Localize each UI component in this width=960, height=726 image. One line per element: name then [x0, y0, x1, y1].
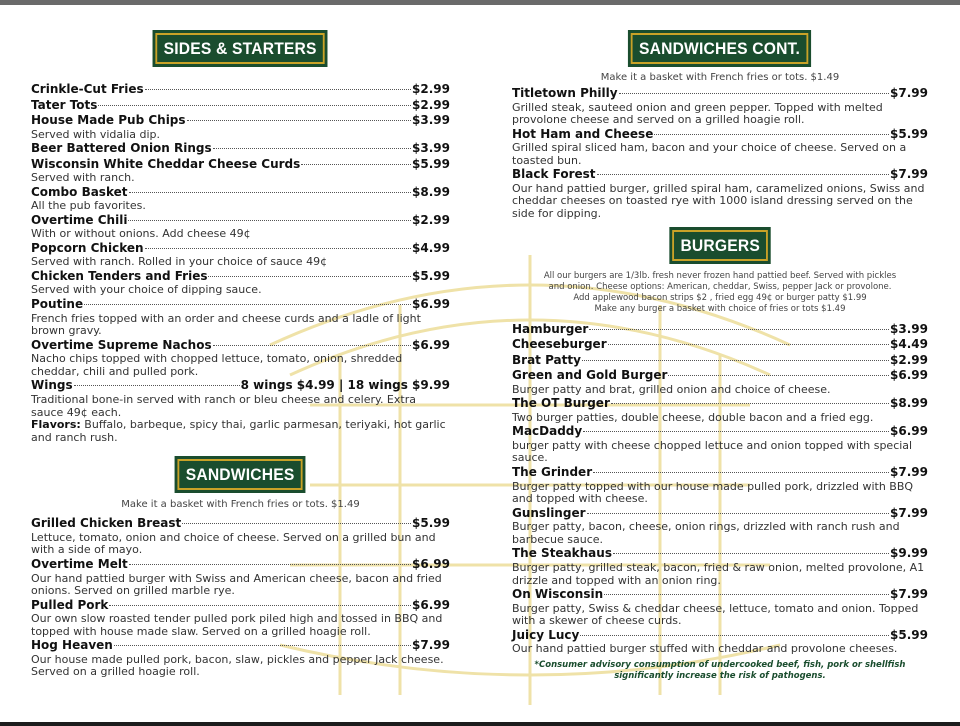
- burgers-section-title: BURGERS: [669, 227, 771, 264]
- menu-item-price: 8 wings $4.99 | 18 wings $9.99: [240, 378, 450, 393]
- menu-item-row: [31, 338, 450, 354]
- menu-item-price: $2.99: [412, 82, 450, 96]
- top-edge-bar: [0, 0, 960, 5]
- menu-item-row: [512, 506, 928, 522]
- menu-item: [31, 269, 450, 297]
- menu-item-name: The Steakhaus: [512, 546, 612, 561]
- menu-item-price: $7.99: [890, 167, 928, 182]
- menu-item: [31, 157, 450, 185]
- menu-item-row: [512, 127, 928, 143]
- menu-item-name: Crinkle-Cut Fries: [31, 82, 144, 96]
- menu-item: [512, 628, 928, 656]
- menu-item-price: $4.99: [412, 240, 450, 255]
- menu-item: [512, 353, 928, 369]
- dot-leader: [145, 248, 411, 249]
- menu-item-name: Juicy Lucy: [512, 627, 580, 642]
- menu-item-name: Combo Basket: [31, 184, 128, 199]
- sides-section-title: SIDES & STARTERS: [153, 30, 328, 67]
- dot-leader: [84, 304, 411, 305]
- menu-item-price: $5.99: [412, 516, 450, 531]
- menu-item: [31, 241, 450, 269]
- menu-item-name: Green and Gold Burger: [512, 368, 668, 383]
- menu-item-description: Our house made pulled pork, bacon, slaw, pickles and pepper Jack cheese. Served on a grilled hoagie roll.: [31, 652, 444, 679]
- dot-leader: [587, 513, 890, 514]
- menu-item-row: [512, 628, 928, 644]
- menu-item-name: Overtime Chili: [31, 212, 128, 227]
- wings-flavors: Flavors: Buffalo, barbeque, spicy thai, garlic parmesan, teriyaki, hot garlic and ranch rush.: [31, 418, 446, 444]
- menu-item: [512, 167, 928, 220]
- menu-item-name: Hamburger: [512, 321, 589, 336]
- menu-item-row: [512, 86, 928, 102]
- menu-item: [31, 297, 450, 338]
- menu-item-price: $8.99: [890, 396, 928, 411]
- menu-item: [512, 368, 928, 396]
- dot-leader: [145, 89, 411, 90]
- menu-item-name: Black Forest: [512, 167, 596, 182]
- menu-item-price: $8.99: [412, 184, 450, 199]
- menu-item-row: [31, 185, 450, 201]
- menu-item-description: With or without onions. Add cheese 49¢: [31, 227, 251, 241]
- menu-item-price: $7.99: [890, 465, 928, 480]
- menu-item-row: [512, 353, 928, 369]
- menu-item-price: $7.99: [412, 638, 450, 653]
- menu-item-description: Burger patty, grilled steak, bacon, fried & raw onion, melted provolone, A1 drizzle and topped with an onion ring.: [512, 560, 925, 587]
- menu-item-row: [512, 322, 928, 338]
- dot-leader: [613, 553, 889, 554]
- menu-item-row: [31, 598, 450, 614]
- menu-item: [512, 337, 928, 353]
- menu-item-description: French fries topped with an order and cheese curds and a ladle of light brown gravy.: [31, 311, 421, 338]
- sandwiches-cont-list: [512, 86, 928, 221]
- menu-item: [31, 98, 450, 114]
- menu-item-description: Two burger patties, double cheese, double bacon and a fried egg.: [512, 410, 874, 424]
- menu-item-price: $6.99: [890, 424, 928, 439]
- sandwiches-section-title: SANDWICHES: [175, 456, 306, 493]
- menu-item: [31, 598, 450, 639]
- menu-item-row: [512, 587, 928, 603]
- menu-item: [31, 213, 450, 241]
- menu-item-description: Grilled steak, sauteed onion and green pepper. Topped with melted provolone cheese and served on a grilled hoagie roll.: [512, 100, 883, 127]
- dot-leader: [611, 403, 889, 404]
- menu-item-price: $5.99: [890, 627, 928, 642]
- menu-item-price: $9.99: [890, 546, 928, 561]
- menu-item: [31, 141, 450, 157]
- menu-item-name: Tater Tots: [31, 97, 98, 112]
- menu-item-description: Burger patty, bacon, cheese, onion rings, drizzled with ranch rush and barbecue sauce.: [512, 520, 900, 546]
- menu-item: [512, 127, 928, 168]
- menu-item-price: $7.99: [890, 86, 928, 100]
- menu-item: [512, 86, 928, 127]
- dot-leader: [187, 120, 411, 121]
- menu-item-description: Our hand pattied burger, grilled spiral ham, caramelized onions, Swiss and cheddar cheeses on toasted rye with 1000 island dressing served on the side for dipping.: [512, 181, 925, 221]
- dot-leader: [589, 329, 889, 330]
- menu-item-name: Titletown Philly: [512, 86, 618, 100]
- menu-item-description: Burger patty and brat, grilled onion and choice of cheese.: [512, 382, 831, 396]
- menu-item-row: [31, 113, 450, 129]
- dot-leader: [74, 385, 240, 386]
- menu-item-row: [512, 337, 928, 353]
- menu-item-row: [31, 638, 450, 654]
- menu-item-name: Overtime Supreme Nachos: [31, 337, 212, 352]
- menu-item-name: Gunslinger: [512, 505, 586, 520]
- menu-item-row: [31, 378, 450, 394]
- sandwiches-list: [31, 516, 450, 679]
- menu-item: [31, 378, 450, 419]
- menu-item-price: $5.99: [412, 156, 450, 171]
- burgers-list: [512, 322, 928, 656]
- menu-item-row: [512, 546, 928, 562]
- menu-item-name: On Wisconsin: [512, 587, 604, 602]
- menu-item-row: [31, 98, 450, 114]
- dot-leader: [213, 148, 411, 149]
- dot-leader: [301, 164, 411, 165]
- menu-item-description: Our hand pattied burger stuffed with cheddar and provolone cheeses.: [512, 642, 898, 656]
- menu-item-description: All the pub favorites.: [31, 199, 146, 213]
- sandwiches-banner-wrap: [31, 456, 450, 493]
- menu-item-row: [31, 269, 450, 285]
- dot-leader: [604, 594, 889, 595]
- menu-item-row: [512, 368, 928, 384]
- menu-item-price: $6.99: [412, 297, 450, 312]
- menu-item-name: Grilled Chicken Breast: [31, 516, 182, 531]
- menu-item-name: Pulled Pork: [31, 597, 109, 612]
- menu-item-row: [31, 297, 450, 313]
- menu-item: [512, 506, 928, 547]
- dot-leader: [597, 174, 890, 175]
- menu-item: [31, 185, 450, 213]
- dot-leader: [580, 635, 889, 636]
- menu-item-name: Overtime Melt: [31, 557, 128, 571]
- menu-item-description: Grilled spiral sliced ham, bacon and your choice of cheese. Served on a toasted bun.: [512, 141, 907, 167]
- menu-item-name: Popcorn Chicken: [31, 240, 144, 255]
- menu-item-name: Wisconsin White Cheddar Cheese Curds: [31, 156, 301, 171]
- menu-item-row: [31, 557, 450, 573]
- menu-item-row: [512, 167, 928, 183]
- menu-item-row: [512, 424, 928, 440]
- burgers-intro: All our burgers are 1/3lb. fresh never frozen hand pattied beef. Served with pickles and onion. Cheese options: American, cheddar, Swiss, pepper Jack or provolone. Add applewood bacon strips $2 , fried egg 49¢ or burger patty $1.99 Make any burger a basket with choice of fries or tots $1.49: [543, 270, 897, 314]
- dot-leader: [582, 360, 889, 361]
- menu-item-name: House Made Pub Chips: [31, 113, 186, 127]
- menu-item-description: Served with ranch. Rolled in your choice of sauce 49¢: [31, 255, 328, 269]
- menu-item-price: $6.99: [890, 368, 928, 383]
- menu-item-description: Served with vidalia dip.: [31, 127, 161, 141]
- menu-item-price: $2.99: [412, 212, 450, 227]
- dot-leader: [128, 220, 411, 221]
- menu-item-price: $3.99: [412, 141, 450, 156]
- dot-leader: [208, 276, 411, 277]
- menu-item-description: burger patty with cheese chopped lettuce and onion topped with special sauce.: [512, 438, 913, 465]
- menu-item-description: Burger patty, Swiss & cheddar cheese, lettuce, tomato and onion. Topped with a skewer of cheese curds.: [512, 601, 919, 628]
- menu-item: [512, 546, 928, 587]
- dot-leader: [608, 344, 889, 345]
- dot-leader: [583, 431, 889, 432]
- consumer-advisory: *Consumer advisory consumption of undercooked beef, fish, pork or shellfish significantly increase the risk of pathogens.: [534, 659, 906, 681]
- menu-item-description: Traditional bone-in served with ranch or bleu cheese and celery. Extra sauce 49¢ each.: [31, 392, 416, 419]
- menu-item: [512, 465, 928, 506]
- menu-item: [512, 396, 928, 424]
- dot-leader: [109, 605, 411, 606]
- menu-item-description: Served with your choice of dipping sauce.: [31, 283, 262, 297]
- dot-leader: [593, 472, 889, 473]
- menu-item-price: $3.99: [412, 113, 450, 127]
- menu-item-price: $5.99: [412, 268, 450, 283]
- menu-item-row: [31, 241, 450, 257]
- menu-item-row: [31, 213, 450, 229]
- left-column: [31, 30, 450, 679]
- dot-leader: [668, 375, 889, 376]
- menu-item-name: Hog Heaven: [31, 638, 113, 653]
- menu-item: [31, 557, 450, 598]
- menu-item: [31, 82, 450, 98]
- menu-item-price: $6.99: [412, 557, 450, 571]
- dot-leader: [654, 134, 889, 135]
- menu-item-description: Our own slow roasted tender pulled pork piled high and tossed in BBQ and topped with house made slaw. Served on a grilled hoagie roll.: [31, 612, 443, 638]
- menu-item-description: Burger patty topped with our house made pulled pork, drizzled with BBQ and topped with cheese.: [512, 479, 914, 506]
- menu-item: [31, 638, 450, 679]
- menu-item-description: Served with ranch.: [31, 171, 135, 185]
- sandwiches-basket-note: Make it a basket with French fries or tots. $1.49: [121, 499, 360, 511]
- menu-item-name: Chicken Tenders and Fries: [31, 268, 208, 283]
- sandwiches-cont-banner-wrap: [512, 30, 928, 67]
- sides-banner-wrap: [31, 30, 450, 67]
- menu-item-price: $2.99: [412, 97, 450, 112]
- menu-item: [512, 424, 928, 465]
- sandwiches-cont-basket-note: Make it a basket with French fries or tots. $1.49: [600, 72, 840, 83]
- menu-item-row: [31, 516, 450, 532]
- menu-item-row: [31, 141, 450, 157]
- dot-leader: [182, 523, 411, 524]
- menu-item-row: [31, 157, 450, 173]
- menu-item-description: Lettuce, tomato, onion and choice of cheese. Served on a grilled bun and with a side of mayo.: [31, 530, 436, 557]
- menu-item: [31, 113, 450, 141]
- menu-item-row: [512, 396, 928, 412]
- menu-item-price: $7.99: [890, 587, 928, 602]
- menu-item-description: Nacho chips topped with chopped lettuce, tomato, onion, shredded cheddar, chili and pulled pork.: [31, 352, 403, 378]
- right-column: [512, 30, 928, 682]
- menu-item-name: The Grinder: [512, 465, 593, 480]
- menu-item-price: $6.99: [412, 337, 450, 352]
- menu-item-name: The OT Burger: [512, 396, 610, 411]
- dot-leader: [619, 93, 889, 94]
- menu-item-description: Our hand pattied burger with Swiss and American cheese, bacon and fried onions. Served on grilled marble rye.: [31, 571, 442, 598]
- dot-leader: [129, 564, 411, 565]
- menu-item: [512, 587, 928, 628]
- menu-item-name: Brat Patty: [512, 352, 581, 367]
- menu-item: [31, 338, 450, 379]
- menu-item-price: $7.99: [890, 505, 928, 520]
- menu-item-name: Hot Ham and Cheese: [512, 126, 654, 141]
- menu-item-price: $2.99: [890, 352, 928, 367]
- menu-item: [31, 516, 450, 557]
- burgers-banner-wrap: [512, 227, 928, 264]
- sandwiches-cont-section-title: SANDWICHES CONT.: [628, 30, 811, 67]
- menu-item-row: [31, 82, 450, 98]
- dot-leader: [98, 105, 411, 106]
- menu-item-name: Poutine: [31, 297, 84, 312]
- menu-item-name: Beer Battered Onion Rings: [31, 141, 212, 156]
- dot-leader: [213, 345, 411, 346]
- menu-item-price: $5.99: [890, 126, 928, 141]
- menu-item-row: [512, 465, 928, 481]
- menu-item-price: $3.99: [890, 321, 928, 336]
- menu-item: [512, 322, 928, 338]
- sides-list: [31, 82, 450, 444]
- menu-item-price: $6.99: [412, 597, 450, 612]
- dot-leader: [114, 645, 411, 646]
- menu-item-name: Cheeseburger: [512, 337, 607, 352]
- menu-item-price: $4.49: [890, 337, 928, 352]
- menu-item-name: Wings: [31, 378, 73, 393]
- dot-leader: [129, 192, 412, 193]
- menu-item-name: MacDaddy: [512, 424, 583, 439]
- bottom-edge-bar: [0, 722, 960, 726]
